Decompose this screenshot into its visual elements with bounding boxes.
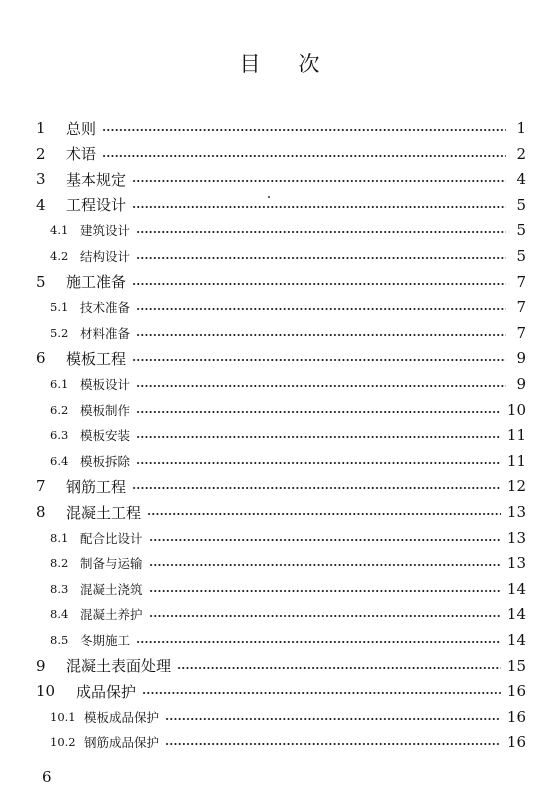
toc-title: 模板拆除: [80, 453, 131, 469]
toc-title: 配合比设计: [80, 530, 143, 546]
dot-leader: [132, 283, 506, 285]
toc-chapter-row: [36, 654, 526, 678]
toc-title: 冬期施工: [80, 633, 131, 648]
dot-leader: [132, 359, 506, 361]
toc-page-number: 13: [506, 554, 526, 573]
toc-number: 10.1: [50, 709, 76, 724]
dot-leader: [149, 564, 501, 566]
dot-leader: [165, 718, 501, 720]
toc-page-number: 10: [506, 400, 526, 419]
page-number: 6: [42, 768, 52, 786]
toc-section-row: [50, 321, 526, 345]
toc-section-row: [50, 398, 526, 422]
toc-number: 6: [36, 349, 46, 368]
toc-title: 混凝土工程: [66, 503, 142, 522]
toc-page-number: 14: [506, 605, 526, 624]
toc-section-row: [50, 449, 526, 473]
dot-leader: [136, 641, 501, 643]
toc-page-number: 11: [506, 426, 526, 445]
toc-number: 4.2: [50, 249, 69, 263]
dot-leader: [165, 743, 501, 745]
toc-section-row: [50, 295, 526, 319]
toc-number: 8.2: [50, 556, 69, 571]
toc-title: 基本规定: [66, 170, 127, 189]
toc-chapter-row: [36, 346, 526, 370]
dot-leader: [142, 692, 501, 694]
toc-title: 成品保护: [76, 682, 137, 701]
toc-page-number: 13: [506, 503, 526, 521]
toc-number: 8.5: [50, 633, 69, 647]
toc-number: 8: [36, 503, 46, 521]
toc-section-row: [50, 577, 526, 601]
toc-page-number: 16: [506, 707, 526, 726]
toc-title: 模板制作: [80, 402, 131, 418]
toc-section-row: [50, 705, 526, 729]
dot-leader: [132, 487, 501, 489]
dot-leader: [149, 539, 501, 541]
toc-page-number: 2: [516, 144, 526, 163]
toc-page-number: 7: [516, 323, 526, 342]
dot-leader: [149, 615, 501, 617]
toc-page-number: 14: [506, 579, 526, 598]
toc-page-number: 9: [516, 349, 526, 368]
toc-number: 8.1: [50, 530, 69, 545]
toc-number: 3: [36, 170, 46, 189]
toc-page-number: 16: [506, 682, 526, 701]
toc-section-row: [50, 730, 526, 754]
toc-title: 混凝土表面处理: [66, 657, 172, 676]
toc-chapter-row: [36, 193, 526, 217]
toc-title: 施工准备: [66, 273, 127, 292]
toc-page-number: 12: [506, 477, 526, 496]
toc-title: 技术准备: [80, 300, 131, 316]
dot-leader: [136, 231, 506, 233]
toc-number: 7: [36, 477, 46, 496]
toc-section-row: [50, 218, 526, 242]
toc-number: 2: [36, 144, 46, 163]
toc-title: 钢筋工程: [66, 477, 127, 496]
dot-leader: [136, 334, 506, 336]
toc-number: 5.2: [50, 325, 69, 340]
toc-title: 材料准备: [80, 325, 131, 341]
toc-title: 钢筋成品保护: [84, 735, 160, 751]
toc-number: 8.4: [50, 607, 69, 622]
toc-section-row: [50, 526, 526, 550]
toc-title: 制备与运输: [80, 556, 143, 572]
toc-page-number: 1: [516, 119, 526, 137]
toc-page-number: 4: [516, 170, 526, 189]
toc-page-number: 15: [506, 656, 526, 675]
toc-chapter-row: [36, 270, 526, 294]
toc-title: 模板成品保护: [84, 709, 160, 725]
toc-title: 混凝土养护: [80, 607, 143, 623]
toc-page-number: 13: [506, 528, 526, 547]
dot-leader: [147, 513, 501, 515]
toc-number: 6.2: [50, 402, 69, 417]
scan-speck: [268, 196, 270, 198]
toc-page-number: 5: [516, 195, 526, 214]
toc-section-row: [50, 244, 526, 268]
toc-title: 模板设计: [80, 377, 131, 392]
dot-leader: [136, 308, 506, 310]
toc-number: 6.1: [50, 377, 69, 391]
dot-leader: [149, 590, 501, 592]
toc-number: 6.4: [50, 453, 69, 468]
toc-page-number: 7: [516, 298, 526, 317]
toc-number: 4.1: [50, 223, 69, 238]
dot-leader: [102, 155, 506, 157]
toc-page-number: 11: [506, 451, 526, 470]
toc-title: 结构设计: [80, 249, 131, 264]
toc-title: 模板安装: [80, 428, 131, 444]
page-title: [0, 48, 559, 78]
toc-number: 6.3: [50, 428, 69, 443]
toc-page-number: 7: [516, 272, 526, 291]
toc-page-number: 9: [516, 375, 526, 393]
toc-section-row: [50, 372, 526, 396]
dot-leader: [136, 462, 501, 464]
dot-leader: [177, 667, 501, 669]
toc-title: 总则: [66, 119, 97, 138]
toc-chapter-row: [36, 116, 526, 140]
toc-number: 10.2: [50, 735, 76, 750]
toc-chapter-row: [36, 167, 526, 191]
toc-chapter-row: [36, 474, 526, 498]
toc-number: 4: [36, 195, 46, 214]
toc-chapter-row: [36, 142, 526, 166]
dot-leader: [136, 385, 506, 387]
dot-leader: [136, 257, 506, 259]
toc-number: 5: [36, 272, 46, 291]
toc-title: 术语: [66, 145, 97, 164]
toc-number: 9: [36, 656, 46, 675]
toc-page-number: 5: [516, 247, 526, 265]
toc-section-row: [50, 551, 526, 575]
toc-title: 工程设计: [66, 196, 127, 215]
toc-number: 1: [36, 119, 46, 137]
dot-leader: [136, 436, 501, 438]
toc-chapter-row: [36, 679, 526, 703]
dot-leader: [136, 411, 501, 413]
page-title-left: 目: [239, 52, 261, 76]
toc-number: 5.1: [50, 300, 69, 315]
toc-number: 10: [36, 682, 56, 701]
toc-title: 混凝土浇筑: [80, 581, 143, 597]
dot-leader: [132, 206, 506, 208]
toc-section-row: [50, 628, 526, 652]
toc-section-row: [50, 423, 526, 447]
toc-title: 模板工程: [66, 349, 127, 368]
dot-leader: [102, 129, 506, 131]
toc-chapter-row: [36, 500, 526, 524]
toc-title: 建筑设计: [80, 223, 131, 239]
page-title-right: 次: [298, 52, 320, 76]
toc-page-number: 16: [506, 733, 526, 752]
dot-leader: [132, 180, 506, 182]
toc-page-number: 14: [506, 631, 526, 649]
toc-number: 8.3: [50, 581, 69, 596]
toc-section-row: [50, 602, 526, 626]
toc-page-number: 5: [516, 221, 526, 240]
